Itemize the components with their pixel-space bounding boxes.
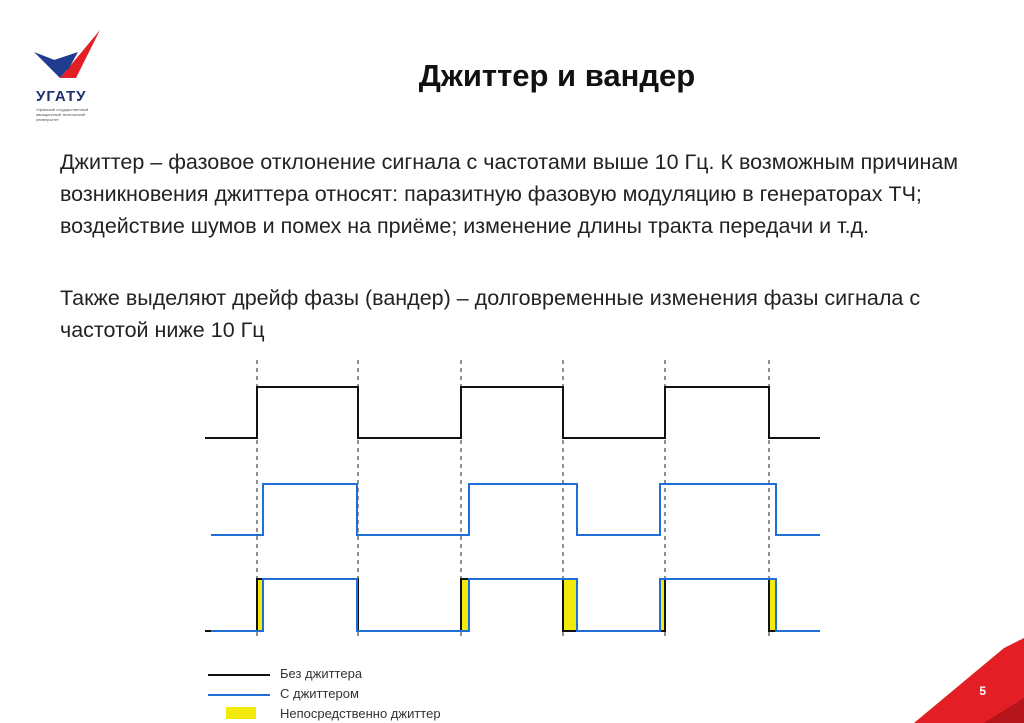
reference-waveform-overlay	[205, 579, 820, 631]
legend-item-jitter-itself	[208, 707, 508, 721]
jitter-area-2	[461, 579, 469, 630]
jitter-area-5	[769, 579, 776, 630]
jitter-waveform-diagram	[195, 355, 835, 640]
legend-item-with-jitter	[208, 687, 508, 701]
reference-waveform-no-jitter	[205, 387, 820, 438]
logo-name: УГАТУ	[36, 88, 87, 105]
corner-decoration	[914, 638, 1024, 723]
legend-yellow-swatch	[226, 707, 256, 719]
jittered-waveform-overlay	[211, 579, 820, 631]
page-number: 5	[979, 684, 986, 698]
jitter-highlight-areas	[257, 579, 776, 630]
legend-label-with-jitter: С джиттером	[280, 686, 359, 701]
legend-black-line	[208, 674, 270, 676]
legend-label-no-jitter: Без джиттера	[280, 666, 363, 681]
period-dashed-guides	[257, 360, 769, 640]
paragraph-wander-definition: Также выделяют дрейф фазы (вандер) – долговременные изменения фазы сигнала с частотой ниже 10 Гц	[60, 286, 921, 342]
jittered-waveform	[211, 484, 820, 535]
slide-title: Джиттер и вандер	[418, 58, 696, 93]
jitter-area-3	[563, 579, 577, 630]
logo-subtitle: Уфимский государственный авиационный технический университет	[36, 107, 89, 122]
legend-label-jitter-itself: Непосредственно джиттер	[280, 706, 441, 721]
paragraph-jitter-definition: Джиттер – фазовое отклонение сигнала с частотами выше 10 Гц. К возможным причинам возникновения джиттера относят: паразитную фазовую модуляцию в генераторах ТЧ; воздействие шумов и помех на приёме; изменение длины тракта передачи и т.д.	[60, 150, 959, 238]
legend-blue-line	[208, 694, 270, 696]
legend-item-no-jitter	[208, 667, 508, 681]
